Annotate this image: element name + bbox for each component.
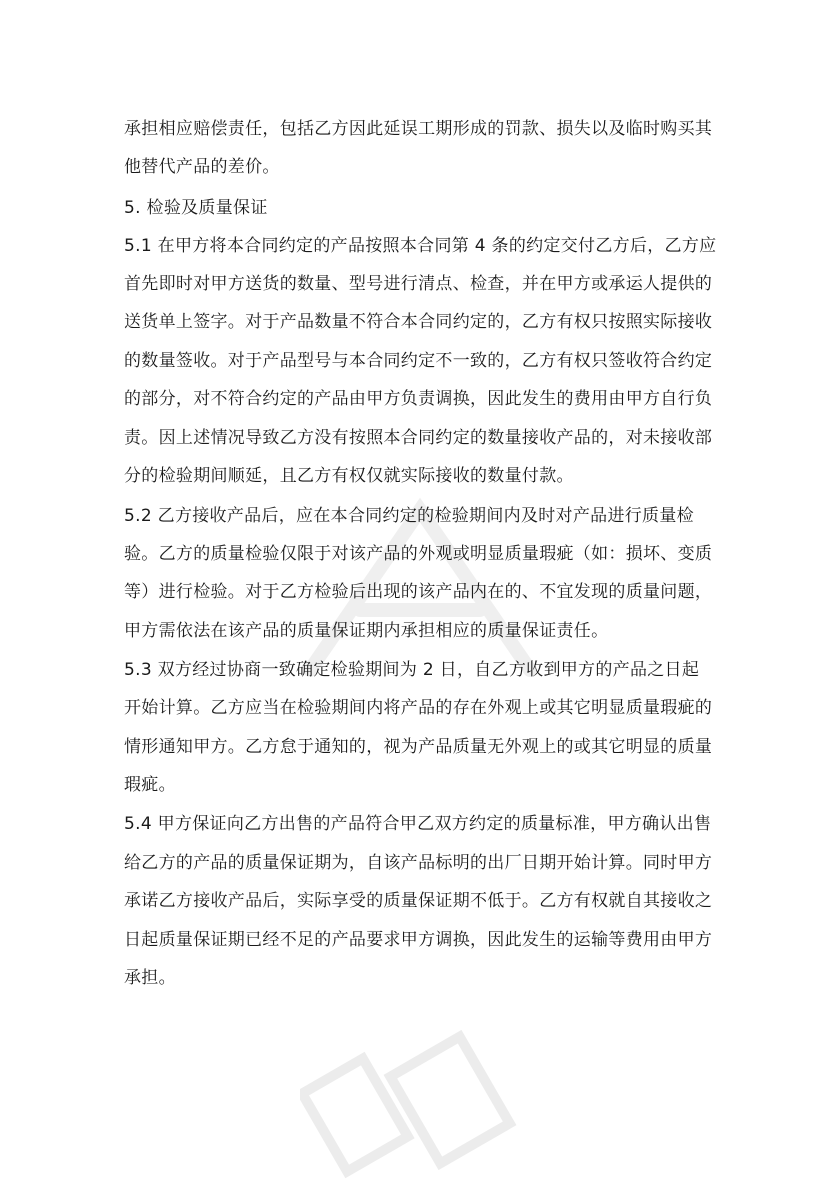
text-line: 等）进行检验。对于乙方检验后出现的该产品内在的、不宜发现的质量问题， [124,582,713,602]
text-line: 5.3 双方经过协商一致确定检验期间为 2 日，自乙方收到甲方的产品之日起 [124,660,700,680]
text-line: 开始计算。乙方应当在检验期间内将产品的存在外观上或其它明显质量瑕疵的 [124,698,713,718]
text-line: 送货单上签字。对于产品数量不符合本合同约定的，乙方有权只按照实际接收 [124,312,713,332]
text-line: 他替代产品的差价。 [124,157,280,177]
text-line: 给乙方的产品的质量保证期为，自该产品标明的出厂日期开始计算。同时甲方 [124,853,713,873]
text-line: 承诺乙方接收产品后，实际享受的质量保证期不低于。乙方有权就自其接收之 [124,891,713,911]
text-line: 5.2 乙方接收产品后，应在本合同约定的检验期间内及时对产品进行质量检 [124,506,694,526]
text-line: 甲方需依法在该产品的质量保证期内承担相应的质量保证责任。 [124,621,609,641]
section-heading: 5. 检验及质量保证 [124,198,268,218]
text-line: 的数量签收。对于产品型号与本合同约定不一致的，乙方有权只签收符合约定 [124,351,713,371]
text-line: 承担。 [124,968,176,988]
text-line: 分的检验期间顺延，且乙方有权仅就实际接收的数量付款。 [124,466,574,486]
text-line: 的部分，对不符合约定的产品由甲方负责调换，因此发生的费用由甲方自行负 [124,389,713,409]
text-line: 情形通知甲方。乙方怠于通知的，视为产品质量无外观上的或其它明显的质量 [124,737,713,757]
watermark-stamp [300,1030,520,1180]
text-line: 验。乙方的质量检验仅限于对该产品的外观或明显质量瑕疵（如：损坏、变质 [124,544,713,564]
text-line: 责。因上述情况导致乙方没有按照本合同约定的数量接收产品的，对未接收部 [124,428,713,448]
text-line: 首先即时对甲方送货的数量、型号进行清点、检查，并在甲方或承运人提供的 [124,274,713,294]
text-line: 5.1 在甲方将本合同约定的产品按照本合同第 4 条的约定交付乙方后，乙方应 [124,236,717,256]
text-line: 承担相应赔偿责任，包括乙方因此延误工期形成的罚款、损失以及临时购买其 [124,119,713,139]
text-line: 5.4 甲方保证向乙方出售的产品符合甲乙双方约定的质量标准，甲方确认出售 [124,814,712,834]
text-line: 日起质量保证期已经不足的产品要求甲方调换，因此发生的运输等费用由甲方 [124,930,713,950]
text-line: 瑕疵。 [124,775,176,795]
